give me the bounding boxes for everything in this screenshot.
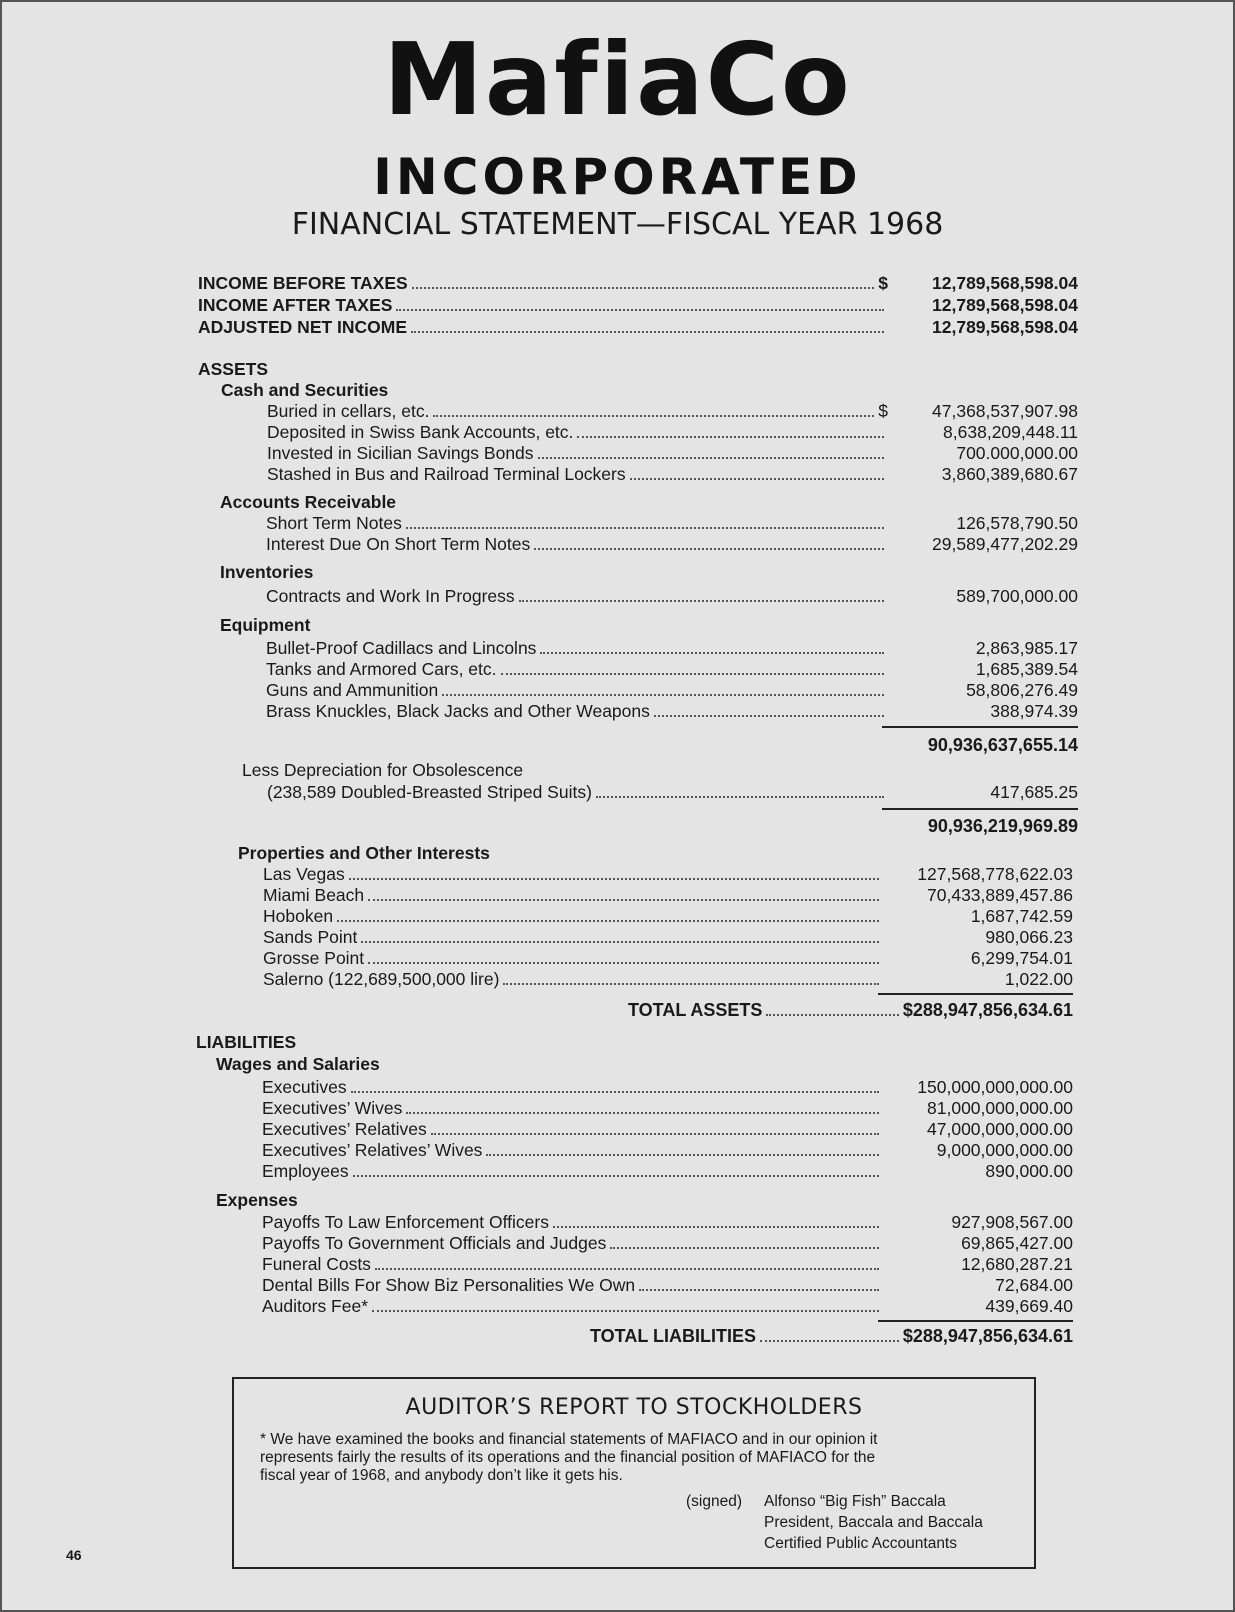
row-label: Guns and Ammunition	[266, 680, 439, 700]
row-amount: 72,684.00	[995, 1275, 1073, 1295]
row-amount: 1,022.00	[1004, 969, 1073, 989]
row-label: INCOME BEFORE TAXES	[198, 273, 408, 293]
liability-row	[262, 1296, 1073, 1316]
row-label: ADJUSTED NET INCOME	[198, 317, 408, 337]
row-amount: 29,589,477,202.29	[932, 534, 1078, 554]
row-label: Interest Due On Short Term Notes	[266, 534, 531, 554]
asset-row	[267, 401, 1078, 421]
income-row	[198, 317, 1078, 337]
row-label: Auditors Fee*	[262, 1296, 369, 1316]
asset-row	[263, 885, 1073, 905]
row-label: Payoffs To Law Enforcement Officers	[262, 1212, 549, 1232]
liability-row	[262, 1161, 1073, 1181]
auditor-report-title: AUDITOR’S REPORT TO STOCKHOLDERS	[405, 1395, 863, 1420]
liability-row	[262, 1140, 1073, 1160]
incorporated-subtitle: INCORPORATED	[373, 148, 862, 206]
row-label: Executives’ Relatives’ Wives	[262, 1140, 483, 1160]
liability-row	[262, 1119, 1073, 1139]
asset-row	[263, 969, 1073, 989]
equipment-subtotal: 90,936,637,655.14	[927, 735, 1078, 755]
row-amount: 70,433,889,457.86	[927, 885, 1073, 905]
signed-prefix: (signed)	[686, 1493, 742, 1510]
row-amount: 980,066.23	[985, 927, 1073, 947]
income-row	[198, 295, 1078, 315]
depreciation-row	[267, 782, 1078, 802]
row-currency: $	[878, 401, 888, 421]
row-amount: 3,860,389,680.67	[941, 464, 1078, 484]
row-amount: 417,685.25	[990, 782, 1078, 802]
row-amount: 9,000,000,000.00	[936, 1140, 1073, 1160]
asset-row	[266, 513, 1078, 533]
row-label: Contracts and Work In Progress	[266, 586, 515, 606]
brand-title: MafiaCo	[383, 21, 852, 138]
asset-row	[266, 534, 1078, 554]
row-amount: 12,680,287.21	[961, 1254, 1073, 1274]
row-label: INCOME AFTER TAXES	[198, 295, 393, 315]
auditor-report-box	[232, 1377, 1036, 1569]
sum-rule	[882, 808, 1078, 810]
row-amount: 439,669.40	[985, 1296, 1073, 1316]
expenses-heading: Expenses	[216, 1190, 298, 1210]
row-label: Grosse Point	[263, 948, 365, 968]
row-label: Funeral Costs	[262, 1254, 371, 1274]
row-amount: 81,000,000,000.00	[927, 1098, 1073, 1118]
receivable-heading: Accounts Receivable	[220, 492, 397, 512]
asset-row	[266, 659, 1078, 679]
row-label: (238,589 Doubled-Breasted Striped Suits)	[267, 782, 592, 802]
row-label: Las Vegas	[263, 864, 345, 884]
asset-row	[263, 864, 1073, 884]
assets-heading: ASSETS	[198, 359, 269, 379]
row-label: Brass Knuckles, Black Jacks and Other Weapons	[266, 701, 650, 721]
total-amount: $288,947,856,634.61	[902, 1326, 1073, 1346]
row-label: Miami Beach	[263, 885, 365, 905]
liability-row	[262, 1212, 1073, 1232]
depreciation-heading: Less Depreciation for Obsolescence	[242, 760, 524, 780]
total-assets-row	[628, 1000, 1073, 1020]
total-label: TOTAL LIABILITIES	[590, 1326, 756, 1346]
row-label: Salerno (122,689,500,000 lire)	[263, 969, 500, 989]
row-currency: $	[878, 273, 888, 293]
row-amount: 12,789,568,598.04	[932, 295, 1078, 315]
row-amount: 890,000.00	[985, 1161, 1073, 1181]
row-amount: 1,687,742.59	[970, 906, 1073, 926]
asset-row	[267, 443, 1078, 463]
row-amount: 58,806,276.49	[966, 680, 1078, 700]
equipment-heading: Equipment	[220, 615, 311, 635]
row-amount: 927,908,567.00	[951, 1212, 1073, 1232]
row-amount: 126,578,790.50	[956, 513, 1078, 533]
total-liabilities-row	[590, 1326, 1073, 1346]
asset-row	[266, 701, 1078, 721]
asset-row	[266, 638, 1078, 658]
properties-heading: Properties and Other Interests	[238, 843, 490, 863]
row-label: Executives’ Wives	[262, 1098, 403, 1118]
asset-row	[267, 422, 1078, 442]
row-amount: 12,789,568,598.04	[932, 317, 1078, 337]
liability-row	[262, 1098, 1073, 1118]
row-label: Hoboken	[263, 906, 334, 926]
sum-rule	[878, 1320, 1073, 1322]
row-label: Payoffs To Government Officials and Judges	[262, 1233, 607, 1253]
row-label: Buried in cellars, etc.	[267, 401, 430, 421]
row-amount: 12,789,568,598.04	[932, 273, 1078, 293]
liability-row	[262, 1077, 1073, 1097]
row-amount: 8,638,209,448.11	[943, 422, 1078, 442]
liabilities-heading: LIABILITIES	[196, 1032, 297, 1052]
asset-row	[266, 680, 1078, 700]
row-label: Employees	[262, 1161, 349, 1181]
asset-row	[263, 906, 1073, 926]
row-amount: 47,000,000,000.00	[927, 1119, 1073, 1139]
liability-row	[262, 1254, 1073, 1274]
sum-rule	[878, 993, 1073, 995]
liability-row	[262, 1275, 1073, 1295]
inventories-heading: Inventories	[220, 562, 314, 582]
wages-heading: Wages and Salaries	[216, 1054, 380, 1074]
income-row	[198, 273, 1078, 293]
row-label: Executives	[262, 1077, 347, 1097]
cash-heading: Cash and Securities	[221, 380, 389, 400]
total-label: TOTAL ASSETS	[628, 1000, 763, 1020]
row-amount: 127,568,778,622.03	[917, 864, 1073, 884]
row-label: Sands Point	[263, 927, 358, 947]
row-amount: 388,974.39	[990, 701, 1078, 721]
page-number: 46	[66, 1547, 82, 1563]
row-label: Bullet-Proof Cadillacs and Lincolns	[266, 638, 537, 658]
row-amount: 589,700,000.00	[956, 586, 1078, 606]
row-amount: 150,000,000,000.00	[917, 1077, 1073, 1097]
signer-title: President, Baccala and Baccala	[764, 1514, 983, 1531]
row-amount: 700.000,000.00	[956, 443, 1078, 463]
asset-row	[266, 586, 1078, 606]
row-amount: 1,685,389.54	[975, 659, 1078, 679]
statement-title: FINANCIAL STATEMENT—FISCAL YEAR 1968	[291, 207, 944, 242]
row-amount: 69,865,427.00	[961, 1233, 1073, 1253]
row-label: Short Term Notes	[266, 513, 402, 533]
row-label: Deposited in Swiss Bank Accounts, etc.	[267, 422, 574, 442]
row-amount: 47,368,537,907.98	[932, 401, 1078, 421]
total-amount: $288,947,856,634.61	[902, 1000, 1073, 1020]
asset-row	[263, 927, 1073, 947]
row-label: Executives’ Relatives	[262, 1119, 427, 1139]
depreciation-subtotal: 90,936,219,969.89	[927, 816, 1078, 836]
row-amount: 2,863,985.17	[975, 638, 1078, 658]
asset-row	[267, 464, 1078, 484]
signer-firm: Certified Public Accountants	[764, 1535, 957, 1552]
asset-row	[263, 948, 1073, 968]
signer-name: Alfonso “Big Fish” Baccala	[764, 1493, 946, 1510]
liability-row	[262, 1233, 1073, 1253]
row-amount: 6,299,754.01	[970, 948, 1073, 968]
row-label: Dental Bills For Show Biz Personalities We Own	[262, 1275, 636, 1295]
row-label: Tanks and Armored Cars, etc.	[266, 659, 497, 679]
row-label: Stashed in Bus and Railroad Terminal Lockers	[267, 464, 626, 484]
row-label: Invested in Sicilian Savings Bonds	[267, 443, 534, 463]
auditor-report-body: * We have examined the books and financial statements of MAFIACO and in our opinion it represents fairly the results of its operations and the financial position of MAFIACO for the fiscal year of 1968, and anybody don’t like it gets his.	[260, 1431, 878, 1484]
sum-rule	[882, 726, 1078, 728]
